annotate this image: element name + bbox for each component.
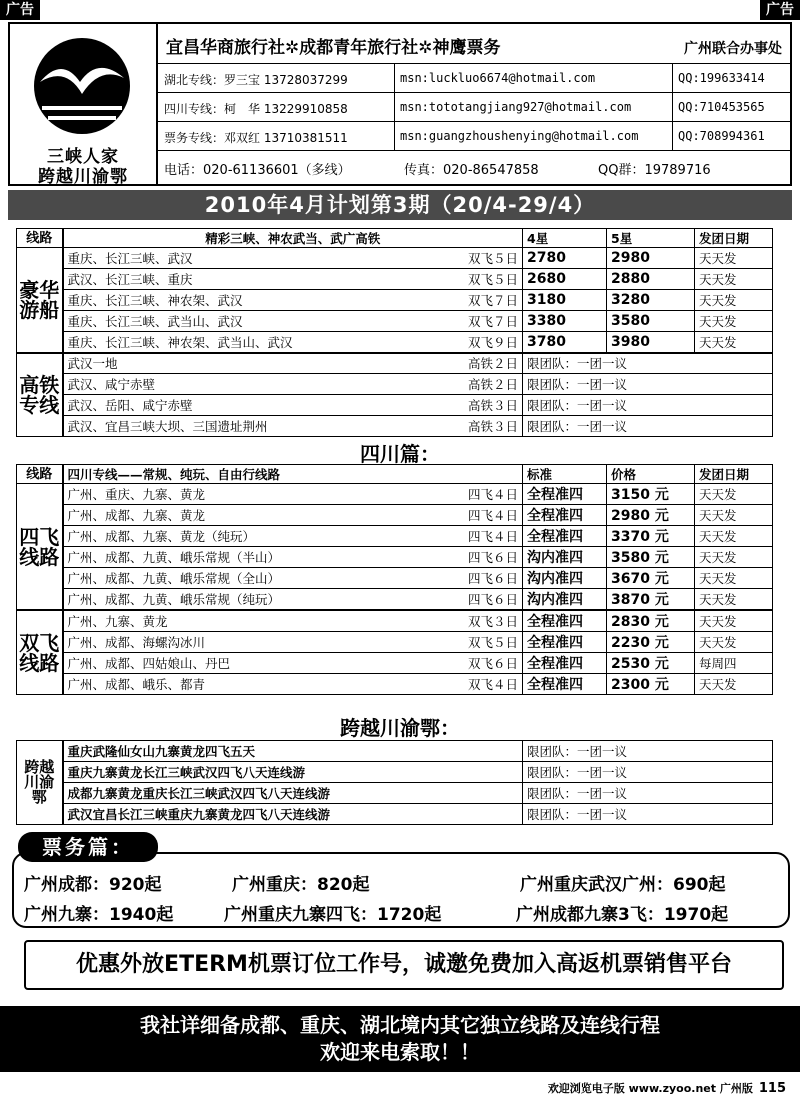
category-four-flight: 四飞线路 xyxy=(17,484,63,611)
logo-name-line2: 跨越川渝鄂 xyxy=(38,167,128,187)
table-row xyxy=(17,783,773,804)
route-type: 四飞４日 xyxy=(467,487,518,502)
route-type: 高铁２日 xyxy=(467,377,518,392)
fax-number: 传真：020-86547858 xyxy=(404,163,539,178)
ticket-price: 广州九寨：1940起 xyxy=(24,905,174,925)
table-row xyxy=(17,353,773,374)
route-cell xyxy=(63,526,523,547)
table-row xyxy=(17,395,773,416)
route-type: 双飞５日 xyxy=(467,272,518,287)
route-type: 双飞５日 xyxy=(467,251,518,266)
contact-label: 四川专线：柯 华 13229910858 xyxy=(164,102,348,116)
departure: 天天发 xyxy=(695,290,773,311)
cross-note: 限团队：一团一议 xyxy=(523,762,773,783)
cross-table xyxy=(16,740,773,825)
cross-note: 限团队：一团一议 xyxy=(523,804,773,825)
route-name: 重庆、长江三峡、神农架、武汉 xyxy=(67,293,243,308)
logo-name-line1: 三峡人家 xyxy=(47,147,119,167)
rail-note: 限团队：一团一议 xyxy=(523,353,773,374)
standard: 沟内准四 xyxy=(523,589,607,611)
ticket-price: 广州成都：920起 xyxy=(24,875,162,895)
route-cell xyxy=(63,589,523,611)
table-row xyxy=(17,568,773,589)
category-cross: 跨越川渝鄂 xyxy=(17,741,63,825)
issue-banner: 2010年4月计划第3期（20/4-29/4） xyxy=(8,190,792,220)
departure: 天天发 xyxy=(695,547,773,568)
route-cell xyxy=(63,290,523,311)
rail-note: 限团队：一团一议 xyxy=(523,416,773,437)
table-row xyxy=(17,505,773,526)
price-5star: 2980 xyxy=(607,248,695,269)
price: 3670 元 xyxy=(607,568,695,589)
departure: 天天发 xyxy=(695,269,773,290)
cross-note: 限团队：一团一议 xyxy=(523,783,773,804)
route-name: 广州、九寨、黄龙 xyxy=(67,614,168,629)
departure: 天天发 xyxy=(695,674,773,695)
divider xyxy=(672,64,673,151)
table-header-row xyxy=(17,465,773,484)
departure: 天天发 xyxy=(695,526,773,547)
phone-number: 电话：020-61136601（多线） xyxy=(164,163,351,178)
qq-group: QQ群：19789716 xyxy=(598,163,711,178)
table-row xyxy=(17,589,773,611)
contact-msn: msn:tototangjiang927@hotmail.com xyxy=(400,100,632,114)
header-route: 线路 xyxy=(17,465,63,484)
price: 3870 元 xyxy=(607,589,695,611)
table-row xyxy=(17,762,773,783)
header-departure: 发团日期 xyxy=(695,229,773,248)
sichuan-title: 四川篇： xyxy=(360,442,440,466)
bottom-line2: 欢迎来电索取！！ xyxy=(320,1040,480,1064)
ticket-price: 广州重庆武汉广州：690起 xyxy=(520,875,726,895)
route-name: 武汉、宜昌三峡大坝、三国遗址荆州 xyxy=(67,419,268,434)
contact-qq: QQ:199633414 xyxy=(678,71,765,85)
ticket-price: 广州成都九寨3飞：1970起 xyxy=(516,905,729,925)
table-row xyxy=(17,610,773,632)
route-cell xyxy=(63,353,523,374)
departure: 天天发 xyxy=(695,505,773,526)
category-two-flight: 双飞线路 xyxy=(17,610,63,695)
agency-names: 宜昌华商旅行社✲成都青年旅行社✲神鹰票务 xyxy=(166,38,501,58)
departure: 每周四 xyxy=(695,653,773,674)
route-name: 广州、成都、九黄、峨乐常规（纯玩） xyxy=(67,592,281,607)
route-name: 广州、成都、九寨、黄龙 xyxy=(67,508,206,523)
route-name: 广州、成都、峨乐、都青 xyxy=(67,677,206,692)
route-name: 广州、成都、海螺沟冰川 xyxy=(67,635,206,650)
standard: 全程准四 xyxy=(523,632,607,653)
route-cell xyxy=(63,505,523,526)
route-type: 高铁３日 xyxy=(467,398,518,413)
header-theme: 四川专线——常规、纯玩、自由行线路 xyxy=(63,465,523,484)
contact-qq: QQ:710453565 xyxy=(678,100,765,114)
route-cell xyxy=(63,332,523,353)
table-row xyxy=(17,741,773,762)
route-type: 双飞４日 xyxy=(467,677,518,692)
route-name: 广州、成都、九黄、峨乐常规（半山） xyxy=(67,550,281,565)
price-4star: 3380 xyxy=(523,311,607,332)
table-row xyxy=(17,653,773,674)
departure: 天天发 xyxy=(695,632,773,653)
phone-row xyxy=(158,151,790,184)
header-price: 价格 xyxy=(607,465,695,484)
route-type: 四飞６日 xyxy=(467,571,518,586)
contact-label: 票务专线：邓双红 13710381511 xyxy=(164,131,348,145)
price: 2830 元 xyxy=(607,610,695,632)
departure: 天天发 xyxy=(695,568,773,589)
header-route: 线路 xyxy=(17,229,63,248)
contact-qq: QQ:708994361 xyxy=(678,129,765,143)
seagull-logo-icon xyxy=(32,36,132,136)
price-5star: 3280 xyxy=(607,290,695,311)
table-row xyxy=(17,311,773,332)
route-name: 重庆、长江三峡、武当山、武汉 xyxy=(67,314,243,329)
header-theme: 精彩三峡、神农武当、武广高铁 xyxy=(63,229,523,248)
route-type: 双飞３日 xyxy=(467,614,518,629)
route-name: 重庆九寨黄龙长江三峡武汉四飞八天连线游 xyxy=(63,762,523,783)
price: 2300 元 xyxy=(607,674,695,695)
price-4star: 2780 xyxy=(523,248,607,269)
sichuan-table xyxy=(16,464,773,695)
route-cell xyxy=(63,269,523,290)
route-cell xyxy=(63,484,523,505)
divider xyxy=(394,64,395,151)
table-row xyxy=(17,547,773,568)
ticket-price: 广州重庆九寨四飞：1720起 xyxy=(224,905,442,925)
category-rail: 高铁专线 xyxy=(17,353,63,437)
standard: 全程准四 xyxy=(523,653,607,674)
hubei-table xyxy=(16,228,773,437)
departure: 天天发 xyxy=(695,332,773,353)
page-number: 115 xyxy=(758,1081,786,1096)
ad-label-right: 广告 xyxy=(760,0,800,20)
contact-line-tickets xyxy=(158,122,790,151)
route-name: 武汉一地 xyxy=(67,356,118,372)
price-4star: 3780 xyxy=(523,332,607,353)
route-name: 广州、成都、四姑娘山、丹巴 xyxy=(67,656,231,671)
ad-label-left: 广告 xyxy=(0,0,40,20)
route-name: 广州、成都、九黄、峨乐常规（全山） xyxy=(67,571,281,586)
route-type: 高铁２日 xyxy=(467,356,518,372)
standard: 沟内准四 xyxy=(523,568,607,589)
standard: 全程准四 xyxy=(523,674,607,695)
table-row xyxy=(17,674,773,695)
price-5star: 2880 xyxy=(607,269,695,290)
route-type: 四飞４日 xyxy=(467,529,518,544)
route-name: 广州、成都、九寨、黄龙（纯玩） xyxy=(67,529,256,544)
cross-note: 限团队：一团一议 xyxy=(523,741,773,762)
route-cell xyxy=(63,395,523,416)
table-row xyxy=(17,248,773,269)
table-row xyxy=(17,374,773,395)
route-cell xyxy=(63,632,523,653)
route-type: 四飞６日 xyxy=(467,550,518,565)
route-name: 武汉、岳阳、咸宁赤壁 xyxy=(67,398,193,413)
route-name: 重庆武隆仙女山九寨黄龙四飞五天 xyxy=(63,741,523,762)
route-cell xyxy=(63,674,523,695)
contact-line-sichuan xyxy=(158,93,790,122)
header-standard: 标准 xyxy=(523,465,607,484)
departure: 天天发 xyxy=(695,610,773,632)
table-header-row xyxy=(17,229,773,248)
header-departure: 发团日期 xyxy=(695,465,773,484)
contact-msn: msn:luckluo6674@hotmail.com xyxy=(400,71,596,85)
header-5star: 5星 xyxy=(607,229,695,248)
tickets-title: 票务篇： xyxy=(18,832,158,862)
route-cell xyxy=(63,568,523,589)
standard: 全程准四 xyxy=(523,610,607,632)
price: 3580 元 xyxy=(607,547,695,568)
contact-label: 湖北专线：罗三宝 13728037299 xyxy=(164,73,348,87)
ticket-price: 广州重庆：820起 xyxy=(232,875,370,895)
standard: 全程准四 xyxy=(523,484,607,505)
standard: 沟内准四 xyxy=(523,547,607,568)
office-name: 广州联合办事处 xyxy=(684,41,782,57)
table-row xyxy=(17,632,773,653)
price: 2230 元 xyxy=(607,632,695,653)
price-4star: 2680 xyxy=(523,269,607,290)
category-cruise: 豪华游船 xyxy=(17,248,63,353)
route-name: 成都九寨黄龙重庆长江三峡武汉四飞八天连线游 xyxy=(63,783,523,804)
standard: 全程准四 xyxy=(523,505,607,526)
table-row xyxy=(17,416,773,437)
route-cell xyxy=(63,311,523,332)
price-5star: 3580 xyxy=(607,311,695,332)
price: 3370 元 xyxy=(607,526,695,547)
route-name: 重庆、长江三峡、武汉 xyxy=(67,251,193,266)
price-4star: 3180 xyxy=(523,290,607,311)
route-type: 高铁３日 xyxy=(467,419,518,434)
standard: 全程准四 xyxy=(523,526,607,547)
route-type: 四飞６日 xyxy=(467,592,518,607)
departure: 天天发 xyxy=(695,311,773,332)
route-cell xyxy=(63,416,523,437)
contact-panel xyxy=(158,24,790,184)
route-type: 四飞４日 xyxy=(467,508,518,523)
contact-line-hubei xyxy=(158,64,790,93)
contact-msn: msn:guangzhoushenying@hotmail.com xyxy=(400,129,639,143)
price: 3150 元 xyxy=(607,484,695,505)
route-cell xyxy=(63,248,523,269)
table-row xyxy=(17,332,773,353)
table-row xyxy=(17,484,773,505)
footer xyxy=(548,1080,786,1096)
route-type: 双飞９日 xyxy=(467,334,518,350)
rail-note: 限团队：一团一议 xyxy=(523,374,773,395)
price: 2980 元 xyxy=(607,505,695,526)
price: 2530 元 xyxy=(607,653,695,674)
route-name: 武汉、长江三峡、重庆 xyxy=(67,272,193,287)
route-type: 双飞５日 xyxy=(467,635,518,650)
route-type: 双飞６日 xyxy=(467,656,518,671)
tickets-box xyxy=(12,852,790,928)
departure: 天天发 xyxy=(695,589,773,611)
route-cell xyxy=(63,547,523,568)
departure: 天天发 xyxy=(695,248,773,269)
table-row xyxy=(17,269,773,290)
route-name: 武汉、咸宁赤壁 xyxy=(67,377,156,392)
route-name: 重庆、长江三峡、神农架、武当山、武汉 xyxy=(67,334,293,350)
route-type: 双飞７日 xyxy=(467,293,518,308)
route-type: 双飞７日 xyxy=(467,314,518,329)
cross-title: 跨越川渝鄂： xyxy=(340,716,460,740)
eterm-banner: 优惠外放ETERM机票订位工作号，诚邀免费加入高返机票销售平台 xyxy=(24,940,784,990)
route-cell xyxy=(63,653,523,674)
rail-note: 限团队：一团一议 xyxy=(523,395,773,416)
table-row xyxy=(17,804,773,825)
route-cell xyxy=(63,374,523,395)
header xyxy=(8,22,792,186)
route-name: 广州、重庆、九寨、黄龙 xyxy=(67,487,206,502)
bottom-line1: 我社详细备成都、重庆、湖北境内其它独立线路及连线行程 xyxy=(140,1013,660,1037)
table-row xyxy=(17,290,773,311)
bottom-banner xyxy=(0,1006,800,1072)
route-name: 武汉宜昌长江三峡重庆九寨黄龙四飞八天连线游 xyxy=(63,804,523,825)
logo xyxy=(10,24,158,187)
agency-row xyxy=(158,24,790,64)
price-5star: 3980 xyxy=(607,332,695,353)
departure: 天天发 xyxy=(695,484,773,505)
footer-text: 欢迎浏览电子版 www.zyoo.net 广州版 xyxy=(547,1082,753,1095)
table-row xyxy=(17,526,773,547)
header-4star: 4星 xyxy=(523,229,607,248)
route-cell xyxy=(63,610,523,632)
